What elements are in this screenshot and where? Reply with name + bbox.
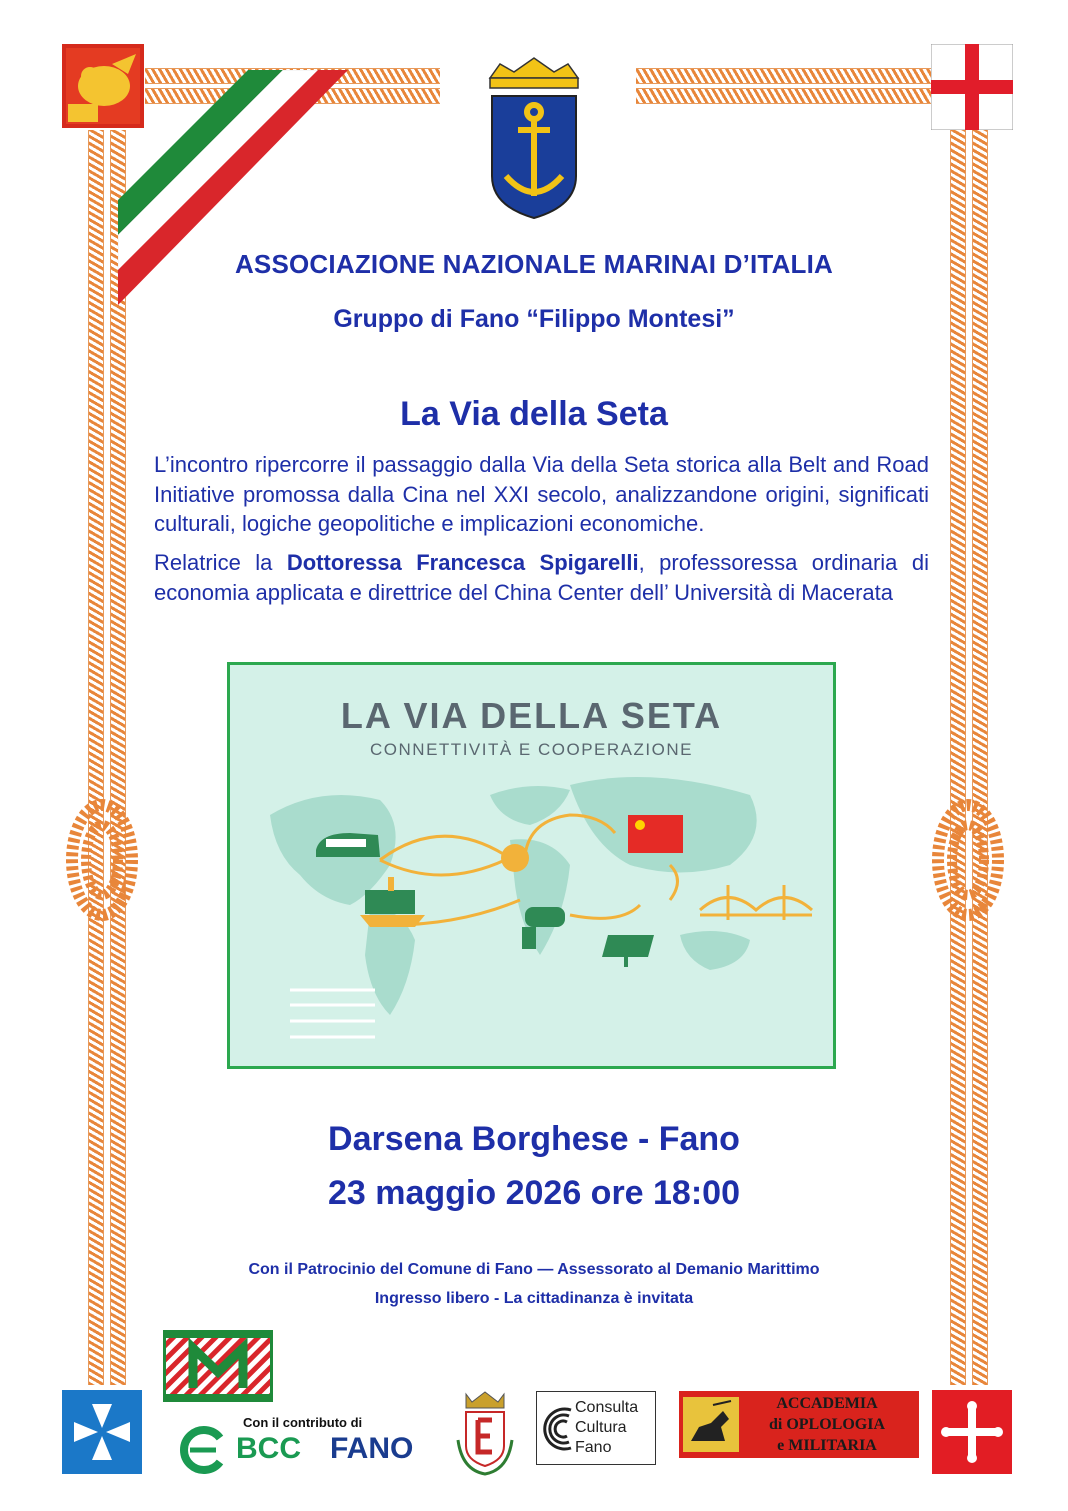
association-title: ASSOCIAZIONE NAZIONALE MARINAI D’ITALIA — [234, 249, 834, 279]
venice-lion-flag-icon — [62, 44, 144, 128]
event-title: La Via della Seta — [400, 395, 668, 433]
bcc-logo-icon — [176, 1424, 230, 1476]
genoa-cross-flag-icon — [931, 44, 1013, 130]
group-subtitle: Gruppo di Fano “Filippo Montesi” — [333, 305, 735, 333]
accademia-text — [739, 1393, 915, 1456]
map-subtitle: CONNETTIVITÀ E COOPERAZIONE — [370, 740, 693, 759]
speaker-prefix: Relatrice la — [154, 550, 287, 575]
solar-panel-icon — [602, 935, 654, 967]
rope-knot-right — [928, 790, 1008, 930]
pisa-cross-flag-icon — [932, 1390, 1012, 1474]
accademia-line3: e MILITARIA — [777, 1437, 877, 1454]
patronage-text: Con il Patrocinio del Comune di Fano — Assessorato al Demanio Marittimo — [248, 1261, 820, 1278]
consulta-text — [575, 1398, 638, 1458]
consulta-logo-icon — [541, 1404, 575, 1454]
rope-top-right-2 — [636, 88, 931, 104]
bcc-text: BCC — [236, 1432, 301, 1465]
event-datetime: 23 maggio 2026 ore 18:00 — [327, 1174, 740, 1212]
venue: Darsena Borghese - Fano — [328, 1120, 740, 1158]
accademia-line2: di OPLOLOGIA — [768, 1416, 886, 1433]
event-description: L’incontro ripercorre il passaggio dalla Via della Seta storica alla Belt and Road Initiative promossa dalla Cina nel XXI secolo, analizzandone origini, significati culturali, logiche geopolitiche e implicazioni economiche. — [154, 452, 929, 536]
handshake-icon — [501, 844, 529, 872]
amalfi-cross-flag-icon — [62, 1390, 142, 1474]
entry-text: Ingresso libero - La cittadinanza è invitata — [374, 1290, 694, 1307]
navy-anchor-crest-icon — [480, 56, 588, 222]
bridge-icon — [700, 885, 812, 920]
sponsor-label: Con il contributo di — [243, 1415, 363, 1430]
fano-text: FANO — [330, 1432, 414, 1465]
speaker-name: Dottoressa Francesca Spigarelli — [286, 550, 639, 575]
consulta-line3: Fano — [575, 1439, 612, 1456]
rope-knot-left — [62, 790, 142, 930]
italian-tricolor-ribbon-icon — [118, 70, 348, 330]
consulta-cultura-logo — [536, 1391, 656, 1465]
fano-crest-icon — [452, 1390, 518, 1476]
consulta-line1: Consulta — [575, 1399, 639, 1416]
accademia-logo — [679, 1391, 919, 1458]
china-flag-icon — [628, 815, 683, 853]
marinai-m-logo — [163, 1330, 273, 1402]
knight-horse-icon — [683, 1397, 739, 1452]
speaker-suffix: , professoressa ordinaria di economia applicata e direttrice del China Center dell’ Università di Macerata — [154, 550, 929, 605]
world-map-graphic — [230, 665, 833, 1066]
accademia-line1: ACCADEMIA — [776, 1395, 878, 1412]
rope-top-right — [636, 68, 931, 84]
silk-road-map-image — [227, 662, 836, 1069]
map-title: LA VIA DELLA SETA — [340, 695, 723, 736]
event-speaker — [154, 548, 929, 607]
consulta-line2: Cultura — [575, 1419, 627, 1436]
